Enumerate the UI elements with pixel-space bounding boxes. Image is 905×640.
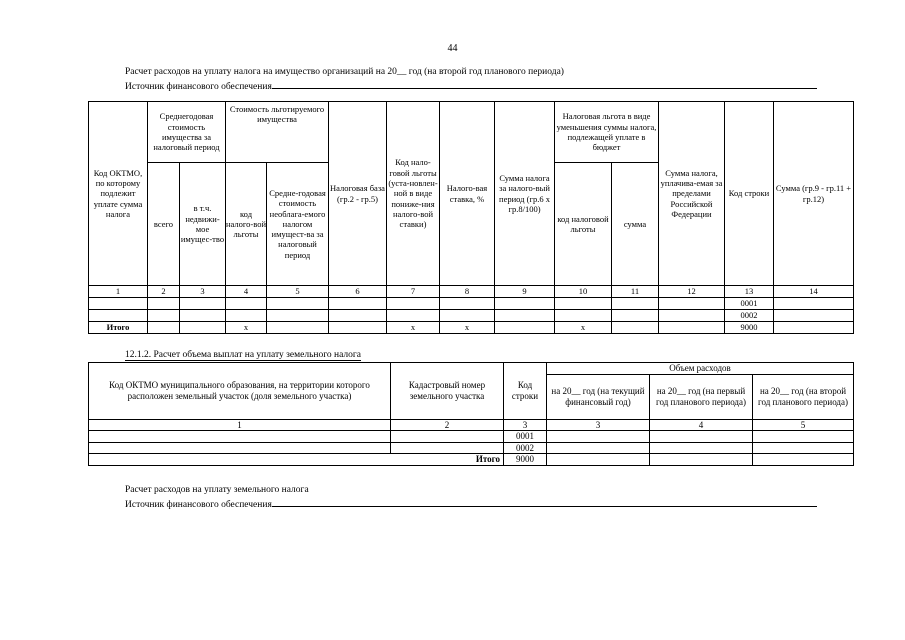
- property-tax-funding-line: [125, 79, 817, 92]
- col-number: 14: [774, 286, 854, 298]
- land-expenses-title: Расчет расходов на уплату земельного налога: [125, 485, 309, 495]
- x-mark: х: [226, 322, 267, 334]
- row-code: 0001: [725, 298, 774, 310]
- land-funding-line: [125, 497, 817, 510]
- col-number: 4: [226, 286, 267, 298]
- col-number: 2: [391, 419, 504, 431]
- header-avg-total: всего: [148, 163, 180, 286]
- total-label: Итого: [89, 322, 148, 334]
- header-benefit-code: код налого-вой льготы: [226, 163, 267, 286]
- col-number: 12: [659, 286, 725, 298]
- header-reduction: Налоговая льгота в виде уменьшения суммы налога, подлежащей уплате в бюджет: [555, 102, 659, 163]
- x-mark: х: [440, 322, 495, 334]
- funding-label: Источник финансового обеспечения: [125, 82, 272, 92]
- col-number: 1: [89, 419, 391, 431]
- col-number: 6: [329, 286, 387, 298]
- table-row: [89, 310, 854, 322]
- funding-blank: [272, 79, 817, 89]
- col-number: 5: [753, 419, 854, 431]
- table-row: [89, 442, 854, 454]
- header-tax-rate: Налого-вая ставка, %: [440, 102, 495, 286]
- column-number-row: [89, 286, 854, 298]
- col-number: 5: [267, 286, 329, 298]
- header-land-oktmo: Код ОКТМО муниципального образования, на территории которого расположен земельный участок (доля земельного участка): [89, 363, 391, 420]
- col-number: 2: [148, 286, 180, 298]
- row-code: 0001: [504, 431, 547, 443]
- header-expenses: Объем расходов: [547, 363, 854, 375]
- col-number: 11: [612, 286, 659, 298]
- col-number: 9: [495, 286, 555, 298]
- header-rate-code: Код нало-говой льготы (уста-новлен-ной в виде пониже-ния налого-вой ставки): [387, 102, 440, 286]
- row-code: 0002: [504, 442, 547, 454]
- table-row: [89, 431, 854, 443]
- x-mark: х: [387, 322, 440, 334]
- header-tax-sum: Сумма налога за налого-вый период (гр.6 х гр.8/100): [495, 102, 555, 286]
- col-number: 3: [180, 286, 226, 298]
- total-row: [89, 322, 854, 334]
- total-code: 9000: [725, 322, 774, 334]
- col-number: 3: [504, 419, 547, 431]
- property-tax-table: [88, 101, 854, 334]
- header-first-year: на 20__ год (на первый год планового периода): [650, 374, 753, 419]
- table-row: [89, 298, 854, 310]
- x-mark: х: [555, 322, 612, 334]
- total-label: Итого: [89, 454, 504, 466]
- funding-label: Источник финансового обеспечения: [125, 500, 272, 510]
- land-tax-section-title: [125, 350, 361, 360]
- header-row-code: Код строки: [725, 102, 774, 286]
- header-reduction-sum: сумма: [612, 163, 659, 286]
- col-number: 8: [440, 286, 495, 298]
- header-oktmo: Код ОКТМО, по которому подлежит уплате сумма налога: [89, 102, 148, 286]
- funding-blank: [272, 497, 817, 507]
- column-number-row: [89, 419, 854, 431]
- col-number: 13: [725, 286, 774, 298]
- header-tax-base: Налоговая база (гр.2 - гр.5): [329, 102, 387, 286]
- header-avg-cost: Среднегодовая стоимость имущества за налоговый период: [148, 102, 226, 163]
- total-code: 9000: [504, 454, 547, 466]
- row-code: 0002: [725, 310, 774, 322]
- page-number: 44: [447, 43, 458, 54]
- col-number: 7: [387, 286, 440, 298]
- header-total-sum: Сумма (гр.9 - гр.11 + гр.12): [774, 102, 854, 286]
- header-avg-realty: в т.ч. недвижи-мое имущес-тво: [180, 163, 226, 286]
- header-benefit-cost: Стоимость льготируемого имущества: [226, 102, 329, 163]
- total-row: [89, 454, 854, 466]
- col-number: 10: [555, 286, 612, 298]
- header-current-year: на 20__ год (на текущий финансовый год): [547, 374, 650, 419]
- header-second-year: на 20__ год (на второй год планового периода): [753, 374, 854, 419]
- col-number: 4: [650, 419, 753, 431]
- header-benefit-avg: Средне-годовая стоимость необлага-емого налогом имущест-ва за налоговый период: [267, 163, 329, 286]
- header-cadastral: Кадастровый номер земельного участка: [391, 363, 504, 420]
- col-number: 1: [89, 286, 148, 298]
- header-reduction-code: код налоговой льготы: [555, 163, 612, 286]
- section-title-text: 12.1.2. Расчет объема выплат на уплату земельного налога: [125, 350, 362, 360]
- header-land-row-code: Код строки: [504, 363, 547, 420]
- land-tax-table: [88, 362, 854, 466]
- property-tax-title: Расчет расходов на уплату налога на имущество организаций на 20__ год (на второй год планового периода): [125, 67, 564, 77]
- col-number: 3: [547, 419, 650, 431]
- header-paid-abroad: Сумма налога, уплачива-емая за пределами Российской Федерации: [659, 102, 725, 286]
